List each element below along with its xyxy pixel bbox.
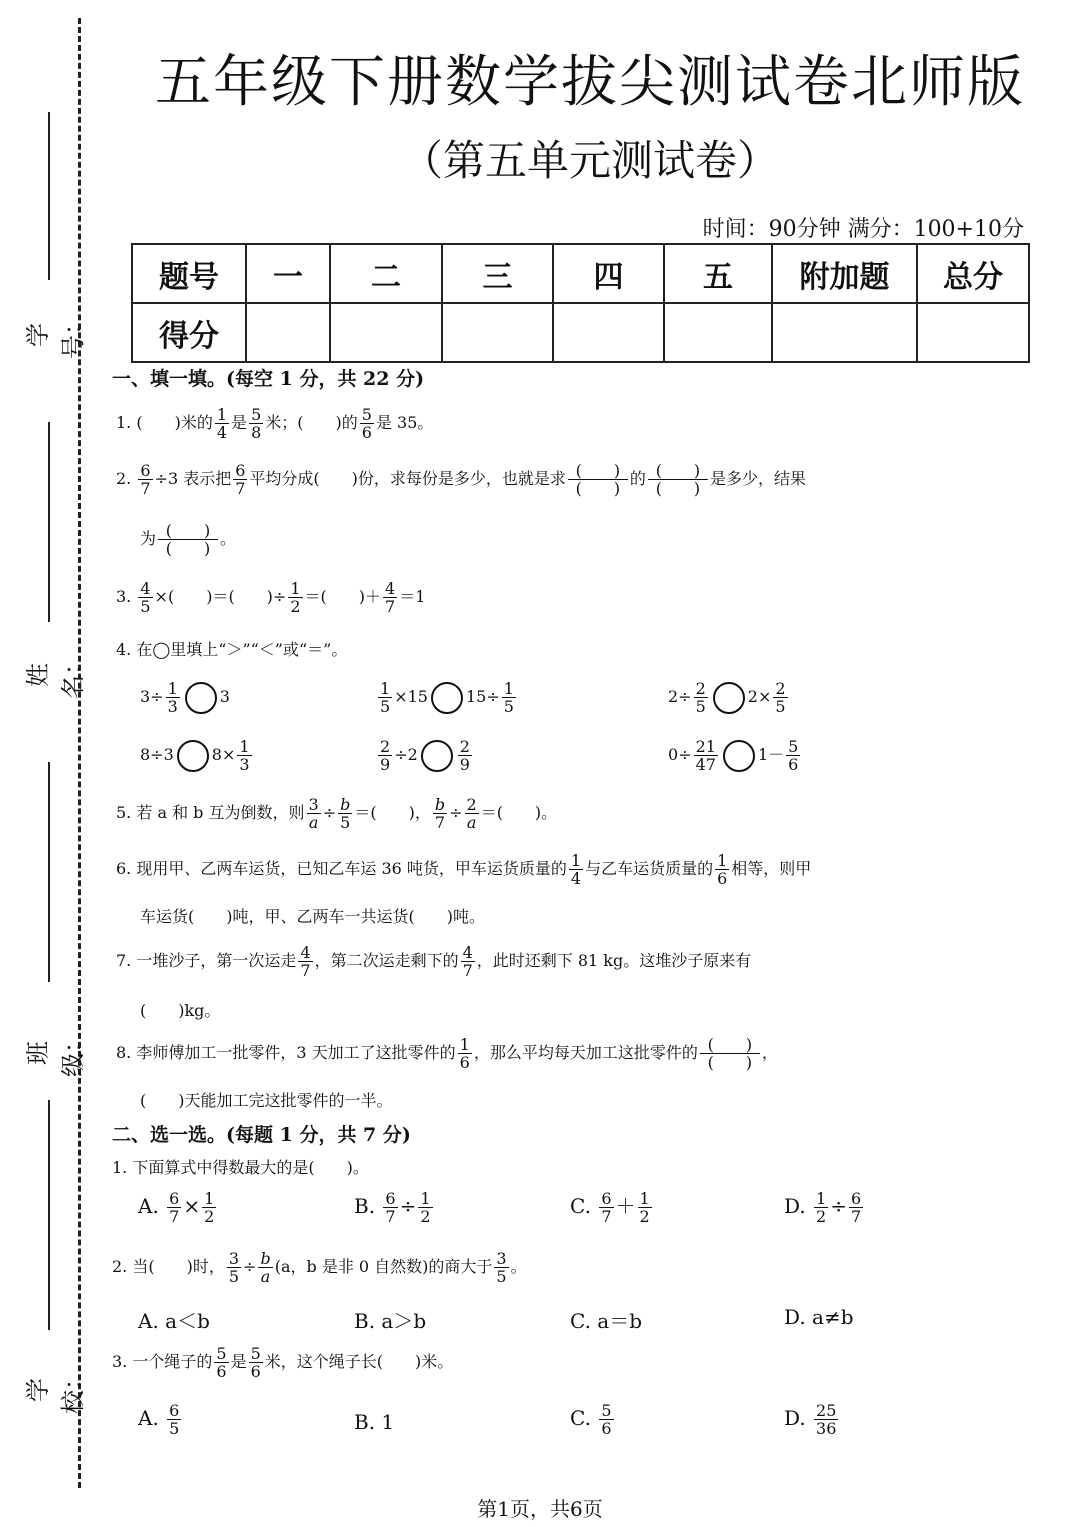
- score-cell[interactable]: [246, 303, 330, 362]
- compare-item-5: $\frac{2}{9}$ ÷2 $\frac{2}{9}$: [380, 737, 470, 774]
- score-cell[interactable]: [772, 303, 917, 362]
- page-footer: 第1页，共6页: [477, 1497, 603, 1521]
- compare-item-1: 3÷ $\frac{1}{3}$ 3: [140, 679, 230, 716]
- compare-circle[interactable]: [421, 740, 453, 772]
- compare-circle[interactable]: [177, 740, 209, 772]
- compare-item-6: 0÷ $\frac{21}{47}$ 1－ $\frac{5}{6}$: [668, 737, 799, 774]
- score-table-score-row: [132, 303, 1029, 362]
- question-1-2-cont: 为 $\frac{( )}{( )}$ 。: [140, 521, 237, 558]
- question-1-7: 7. 一堆沙子，第一次运走 $\frac{4}{7}$ ，第二次运走剩下的 $\frac{4}{7}$ ，此时还剩下 81 kg。这堆沙子原来有: [116, 943, 752, 980]
- option-b[interactable]: B. 1: [354, 1410, 395, 1434]
- header-cell: 总分: [917, 244, 1029, 303]
- option-c[interactable]: C. $\frac{5}{6}$: [570, 1401, 612, 1438]
- question-1-8: 8. 李师傅加工一批零件，3 天加工了这批零件的 $\frac{1}{6}$ ，那么平均每天加工这批零件的 $\frac{( )}{( )}$ ，: [116, 1035, 778, 1072]
- school-label: 学校：: [24, 1366, 87, 1414]
- time-info: 时间：90分钟 满分：100+10分: [702, 217, 1024, 242]
- question-2-1: 1. 下面算式中得数最大的是( )。: [112, 1158, 369, 1177]
- header-cell: 一: [246, 244, 330, 303]
- school-line: [48, 1100, 50, 1330]
- header-cell: 三: [442, 244, 553, 303]
- question-1-3: 3. $\frac{4}{5}$ ×( )＝( )÷ $\frac{1}{2}$ ＝( )＋ $\frac{4}{7}$ ＝1: [116, 579, 426, 616]
- score-table-header-row: [132, 244, 1029, 303]
- header-cell: 二: [330, 244, 442, 303]
- binding-dash-line: [78, 18, 81, 1488]
- student-id-line: [48, 112, 50, 280]
- name-line: [48, 422, 50, 622]
- class-line: [48, 762, 50, 982]
- option-d[interactable]: D. a≠b: [784, 1305, 854, 1329]
- class-label: 班级：: [24, 1029, 87, 1077]
- compare-circle[interactable]: [713, 682, 745, 714]
- score-row-label: 得分: [132, 303, 246, 362]
- student-id-label: 学号：: [24, 311, 87, 359]
- question-1-5: 5. 若 a 和 b 互为倒数，则 $\frac{3}{a}$ ÷ $\frac{b}{5}$ ＝( )， $\frac{b}{7}$ ÷ $\frac{2}{a}$ ＝( )。: [116, 795, 558, 832]
- question-1-6: 6. 现用甲、乙两车运货，已知乙车运 36 吨货，甲车运货质量的 $\frac{1}{4}$ 与乙车运货质量的 $\frac{1}{6}$ 相等，则甲: [116, 851, 812, 888]
- option-b[interactable]: B. $\frac{6}{7}$ ÷ $\frac{1}{2}$: [354, 1189, 431, 1226]
- question-1-1: 1. ( )米的 $\frac{1}{4}$ 是 $\frac{5}{8}$ 米；( )的 $\frac{5}{6}$ 是 35。: [116, 405, 434, 442]
- compare-item-4: 8÷3 8× $\frac{1}{3}$: [140, 737, 250, 774]
- page-subtitle: （第五单元测试卷）: [400, 136, 779, 185]
- question-1-7-cont: ( )kg。: [140, 1001, 221, 1020]
- compare-circle[interactable]: [723, 740, 755, 772]
- question-1-8-cont: ( )天能加工完这批零件的一半。: [140, 1091, 393, 1110]
- option-d[interactable]: D. $\frac{1}{2}$ ÷ $\frac{6}{7}$: [784, 1189, 862, 1226]
- header-cell: 四: [553, 244, 664, 303]
- question-2-2: 2. 当( )时， $\frac{3}{5}$ ÷ $\frac{b}{a}$ (a，b 是非 0 自然数)的商大于 $\frac{3}{5}$ 。: [112, 1249, 527, 1286]
- compare-item-3: 2÷ $\frac{2}{5}$ 2× $\frac{2}{5}$: [668, 679, 786, 716]
- option-c[interactable]: C. $\frac{6}{7}$ ＋ $\frac{1}{2}$: [570, 1189, 650, 1226]
- option-c[interactable]: C. a＝b: [570, 1309, 643, 1333]
- score-table: [131, 243, 1030, 363]
- option-a[interactable]: A. $\frac{6}{5}$: [138, 1401, 180, 1438]
- section2-heading: 二、选一选。(每题 1 分，共 7 分): [112, 1124, 411, 1146]
- score-cell[interactable]: [442, 303, 553, 362]
- score-cell[interactable]: [553, 303, 664, 362]
- name-label: 姓名：: [24, 651, 87, 699]
- option-a[interactable]: A. a＜b: [138, 1309, 210, 1333]
- option-b[interactable]: B. a＞b: [354, 1309, 427, 1333]
- header-cell: 题号: [132, 244, 246, 303]
- question-1-4: 4. 在◯里填上“＞”“＜”或“＝”。: [116, 640, 348, 659]
- score-cell[interactable]: [664, 303, 772, 362]
- question-2-3: 3. 一个绳子的 $\frac{5}{6}$ 是 $\frac{5}{6}$ 米，这个绳子长( )米。: [112, 1344, 454, 1381]
- option-a[interactable]: A. $\frac{6}{7}$ × $\frac{1}{2}$: [138, 1189, 215, 1226]
- compare-circle[interactable]: [431, 682, 463, 714]
- compare-item-2: $\frac{1}{5}$ ×15 15÷ $\frac{1}{5}$: [380, 679, 514, 716]
- score-cell[interactable]: [917, 303, 1029, 362]
- question-1-2: 2. $\frac{6}{7}$ ÷3 表示把 $\frac{6}{7}$ 平均分成( )份，求每份是多少，也就是求 $\frac{( )}{( )}$ 的 $\frac{( )}{( )}$ 是多少，结果: [116, 461, 806, 498]
- question-1-6-cont: 车运货( )吨，甲、乙两车一共运货( )吨。: [140, 907, 485, 926]
- compare-circle[interactable]: [185, 682, 217, 714]
- header-cell: 五: [664, 244, 772, 303]
- section1-heading: 一、填一填。(每空 1 分，共 22 分): [112, 368, 425, 390]
- header-cell: 附加题: [772, 244, 917, 303]
- score-cell[interactable]: [330, 303, 442, 362]
- page-title: 五年级下册数学拔尖测试卷北师版: [155, 50, 1025, 115]
- option-d[interactable]: D. $\frac{25}{36}$: [784, 1401, 837, 1438]
